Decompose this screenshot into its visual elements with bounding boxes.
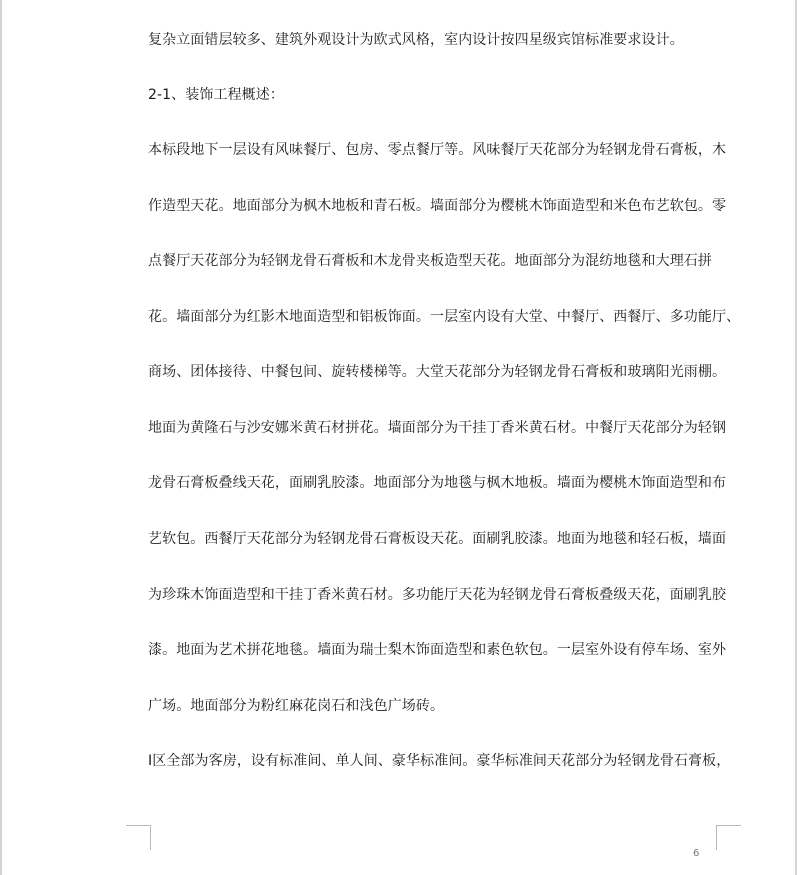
text-line: 复杂立面错层较多、建筑外观设计为欧式风格，室内设计按四星级宾馆标准要求设计。 <box>148 32 684 48</box>
text-line: 花。墙面部分为红影木地面造型和铝板饰面。一层室内设有大堂、中餐厅、西餐厅、多功能厅、 <box>148 309 741 325</box>
margin-corner-mark-right <box>716 825 741 850</box>
page-edge-left <box>0 0 2 875</box>
text-line: 本标段地下一层设有风味餐厅、包房、零点餐厅等。风味餐厅天花部分为轻钢龙骨石膏板，木 <box>148 142 727 158</box>
text-line: 商场、团体接待、中餐包间、旋转楼梯等。大堂天花部分为轻钢龙骨石膏板和玻璃阳光雨棚。 <box>148 364 727 380</box>
text-line: 为珍珠木饰面造型和干挂丁香米黄石材。多功能厅天花为轻钢龙骨石膏板叠级天花，面刷乳胶 <box>148 587 727 603</box>
text-line: 艺软包。西餐厅天花部分为轻钢龙骨石膏板设天花。面刷乳胶漆。地面为地毯和轻石板，墙面 <box>148 531 727 547</box>
page-number: 6 <box>693 848 700 859</box>
text-line: Ⅰ区全部为客房，设有标准间、单人间、豪华标准间。豪华标准间天花部分为轻钢龙骨石膏板， <box>148 753 731 769</box>
margin-corner-mark-left <box>126 825 151 850</box>
text-line: 地面为黄隆石与沙安娜米黄石材拼花。墙面部分为干挂丁香米黄石材。中餐厅天花部分为轻钢 <box>148 420 727 436</box>
text-line: 作造型天花。地面部分为枫木地板和青石板。墙面部分为樱桃木饰面造型和米色布艺软包。零 <box>148 198 727 214</box>
text-line: 点餐厅天花部分为轻钢龙骨石膏板和木龙骨夹板造型天花。地面部分为混纺地毯和大理石拼 <box>148 253 712 269</box>
text-line: 龙骨石膏板叠线天花，面刷乳胶漆。地面部分为地毯与枫木地板。墙面为樱桃木饰面造型和布 <box>148 475 727 491</box>
text-line: 漆。地面为艺术拼花地毯。墙面为瑞士梨木饰面造型和素色软包。一层室外设有停车场、室外 <box>148 642 727 658</box>
text-line: 广场。地面部分为粉红麻花岗石和浅色广场砖。 <box>148 698 445 714</box>
section-heading: 2-1、装饰工程概述： <box>148 87 284 103</box>
